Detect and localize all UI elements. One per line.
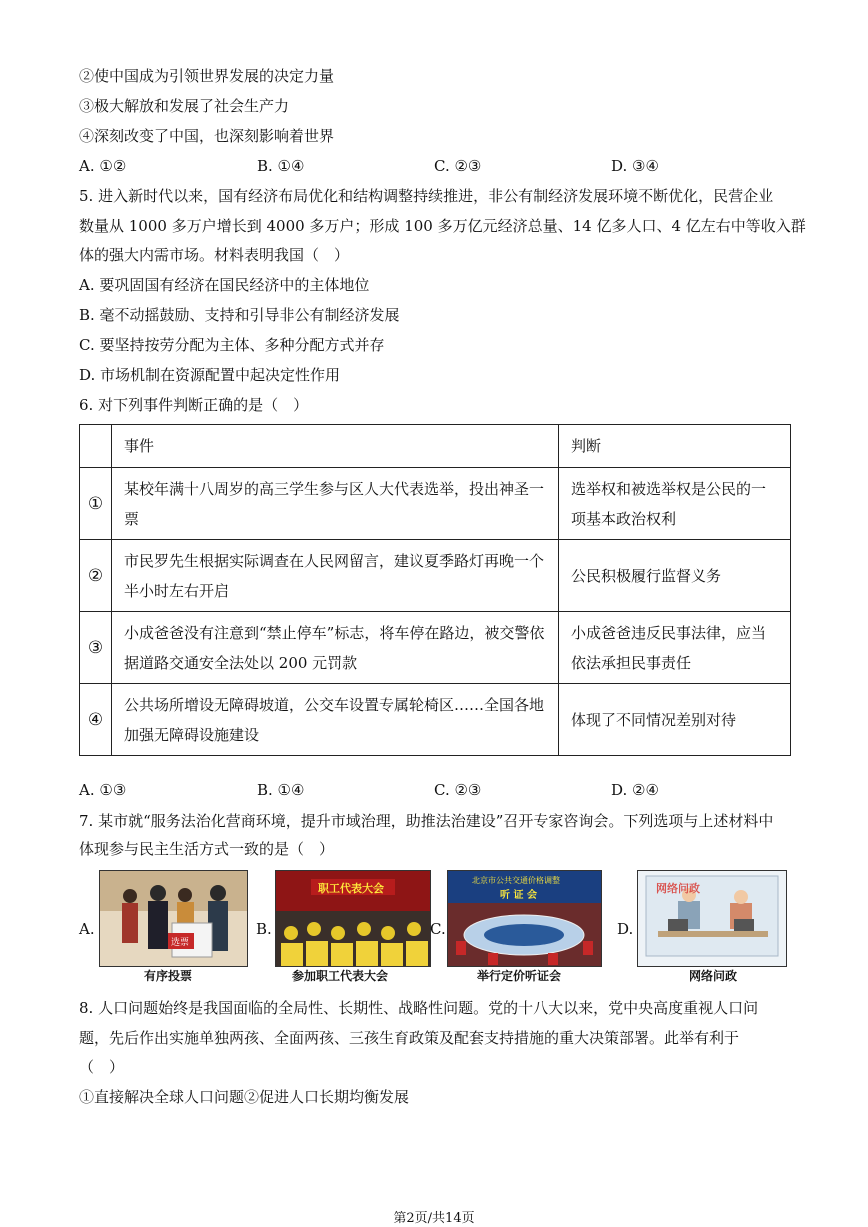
q4-option-d: D. ③④: [611, 157, 659, 175]
event-line: 某校年满十八周岁的高三学生参与区人大代表选举，投出神圣一: [124, 479, 545, 498]
table-row: [80, 684, 791, 756]
judgment-line: 依法承担民事责任: [571, 653, 692, 672]
judgment-line: 项基本政治权利: [571, 509, 677, 528]
hearing-banner-line-1: 北京市公共交通价格调整: [472, 876, 560, 885]
q7-stem-line-2: 体现参与民主生活方式一致的是（ ）: [79, 840, 335, 858]
judgment-line: 体现了不同情况差别对待: [571, 710, 737, 729]
q6-option-d: D. ②④: [611, 781, 659, 799]
picture-a-voting: [99, 870, 248, 967]
picture-d-online: [637, 870, 787, 967]
picture-d-letter: D.: [617, 920, 634, 938]
picture-b-congress: [275, 870, 431, 967]
q8-stem-line-3: （ ）: [79, 1058, 125, 1076]
picture-c-caption: 举行定价听证会: [477, 969, 562, 983]
q8-stem-line-2: 题，先后作出实施单独两孩、全面两孩、三孩生育政策及配套支持措施的重大决策部署。此举有利于: [79, 1029, 740, 1047]
event-line: 据道路交通安全法处以 200 元罚款: [124, 653, 358, 672]
hearing-banner-line-2: 听 证 会: [500, 890, 537, 901]
event-cell: [112, 612, 559, 684]
q5-stem-line-3: 体的强大内需市场。材料表明我国（ ）: [79, 246, 350, 264]
picture-c-hearing: [447, 870, 602, 967]
table-row: [80, 468, 791, 540]
q4-option-c: C. ②③: [434, 157, 482, 175]
q8-statements: ①直接解决全球人口问题②促进人口长期均衡发展: [79, 1088, 410, 1106]
table-row: [80, 612, 791, 684]
q5-option-c: C. 要坚持按劳分配为主体、多种分配方式并存: [79, 336, 385, 354]
event-line: 票: [124, 509, 140, 528]
judgment-cell: [559, 684, 791, 756]
event-cell: [112, 684, 559, 756]
picture-b-letter: B.: [256, 920, 272, 938]
judgment-cell: [559, 612, 791, 684]
picture-a-letter: A.: [79, 920, 95, 938]
event-cell: [112, 540, 559, 612]
congress-banner-text: 职工代表大会: [318, 882, 384, 895]
q5-stem-line-1: 5. 进入新时代以来，国有经济布局优化和结构调整持续推进，非公有制经济发展环境不断优化，民营企业: [79, 187, 774, 205]
ballot-box-sign: 选票: [171, 938, 190, 948]
event-line: 半小时左右开启: [124, 581, 230, 600]
q5-stem-line-2: 数量从 1000 多万户增长到 4000 多万户；形成 100 多万亿元经济总量、14 亿多人口、4 亿左右中等收入群: [79, 217, 806, 235]
event-line: 市民罗先生根据实际调查在人民网留言，建议夏季路灯再晚一个: [124, 551, 545, 570]
q4-option-b: B. ①④: [257, 157, 305, 175]
judgment-line: 公民积极履行监督义务: [571, 566, 722, 585]
row-number: ②: [80, 540, 112, 612]
q6-option-a: A. ①③: [79, 781, 127, 799]
judgment-line: 选举权和被选举权是公民的一: [571, 479, 767, 498]
q4-option-a: A. ①②: [79, 157, 127, 175]
online-banner-text: 网络问政: [656, 882, 700, 895]
picture-a-caption: 有序投票: [144, 969, 193, 983]
q6-option-b: B. ①④: [257, 781, 305, 799]
header-cell-event: 事件: [112, 425, 559, 468]
q7-stem-line-1: 7. 某市就“服务法治化营商环境，提升市域治理，助推法治建设”召开专家咨询会。下列选项与上述材料中: [79, 812, 774, 830]
voting-scene-illustration: [100, 871, 247, 966]
event-cell: [112, 468, 559, 540]
judgment-cell: [559, 468, 791, 540]
q8-stem-line-1: 8. 人口问题始终是我国面临的全局性、长期性、战略性问题。党的十八大以来，党中央高度重视人口问: [79, 999, 759, 1017]
q6-stem: 6. 对下列事件判断正确的是（ ）: [79, 396, 309, 414]
page-footer: 第2页/共14页: [393, 1211, 475, 1226]
table-header-row: [80, 425, 791, 468]
row-number: ①: [80, 468, 112, 540]
events-table: [79, 424, 791, 756]
row-number: ③: [80, 612, 112, 684]
judgment-line: 小成爸爸违反民事法律，应当: [571, 623, 767, 642]
event-line: 小成爸爸没有注意到“禁止停车”标志，将车停在路边，被交警依: [124, 623, 545, 642]
picture-b-caption: 参加职工代表大会: [292, 969, 389, 983]
event-line: 公共场所增设无障碍坡道，公交车设置专属轮椅区……全国各地: [124, 695, 545, 714]
q6-option-c: C. ②③: [434, 781, 482, 799]
table-row: [80, 540, 791, 612]
picture-c-letter: C.: [430, 920, 446, 938]
judgment-cell: [559, 540, 791, 612]
q5-option-b: B. 毫不动摇鼓励、支持和引导非公有制经济发展: [79, 306, 400, 324]
q5-option-a: A. 要巩固国有经济在国民经济中的主体地位: [79, 276, 370, 294]
q4-statement-4: ④深刻改变了中国，也深刻影响着世界: [79, 127, 335, 145]
q5-option-d: D. 市场机制在资源配置中起决定性作用: [79, 366, 341, 384]
picture-d-caption: 网络问政: [689, 969, 738, 983]
row-number: ④: [80, 684, 112, 756]
header-cell-blank: [80, 425, 112, 468]
header-cell-judgment: 判断: [559, 425, 791, 468]
q4-statement-3: ③极大解放和发展了社会生产力: [79, 97, 290, 115]
event-line: 加强无障碍设施建设: [124, 725, 260, 744]
q4-statement-2: ②使中国成为引领世界发展的决定力量: [79, 67, 335, 85]
